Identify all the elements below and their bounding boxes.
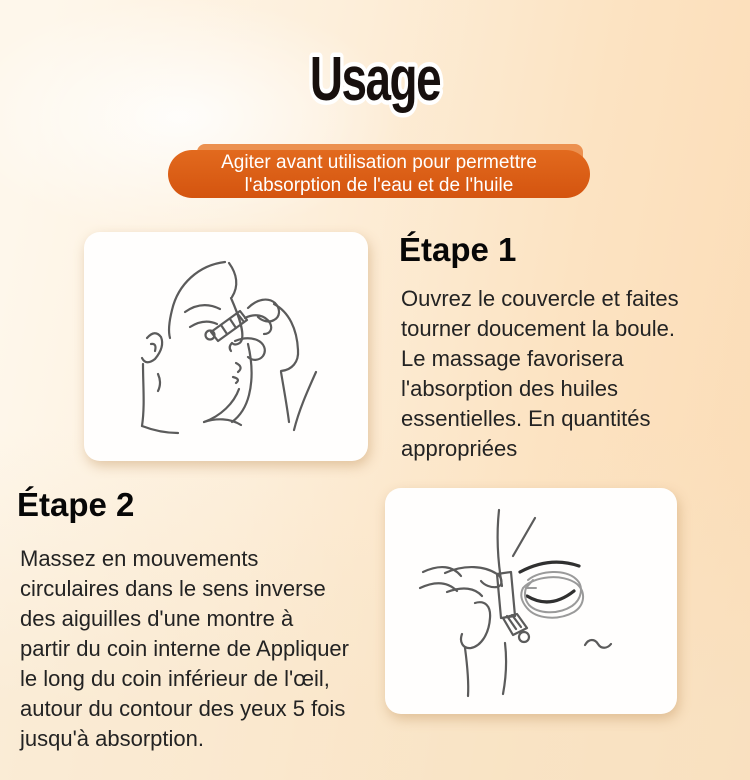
- text-line: essentielles. En quantités: [401, 406, 651, 431]
- text-line: tourner doucement la boule.: [401, 316, 675, 341]
- step2-description: [20, 544, 410, 754]
- text-line: le long du coin inférieur de l'œil,: [20, 666, 330, 691]
- step1-description: [401, 284, 746, 464]
- text-line: jusqu'à absorption.: [20, 726, 204, 751]
- step2-illustration-card: [385, 488, 677, 714]
- text-line: des aiguilles d'une montre à: [20, 606, 294, 631]
- step1-heading: Étape 1: [399, 231, 517, 268]
- shake-instruction-banner: [168, 150, 590, 198]
- text-line: Massez en mouvements: [20, 546, 259, 571]
- text-line: appropriées: [401, 436, 518, 461]
- step2-heading: Étape 2: [17, 486, 135, 523]
- eye-closeup-roller-illustration: [385, 488, 677, 714]
- text-line: autour du contour des yeux 5 fois: [20, 696, 346, 721]
- text-line: partir du coin interne de Appliquer: [20, 636, 349, 661]
- text-line: Ouvrez le couvercle et faites: [401, 286, 679, 311]
- page-title-art: [0, 28, 750, 118]
- text-line: Le massage favorisera: [401, 346, 624, 371]
- text-line: l'absorption des huiles: [401, 376, 619, 401]
- step1-illustration-card: [84, 232, 368, 461]
- page-title: Usage: [309, 44, 441, 114]
- banner-line: l'absorption de l'eau et de l'huile: [244, 175, 514, 196]
- banner-line: Agiter avant utilisation pour permettre: [221, 152, 537, 173]
- face-profile-roller-illustration: [84, 232, 368, 461]
- text-line: circulaires dans le sens inverse: [20, 576, 326, 601]
